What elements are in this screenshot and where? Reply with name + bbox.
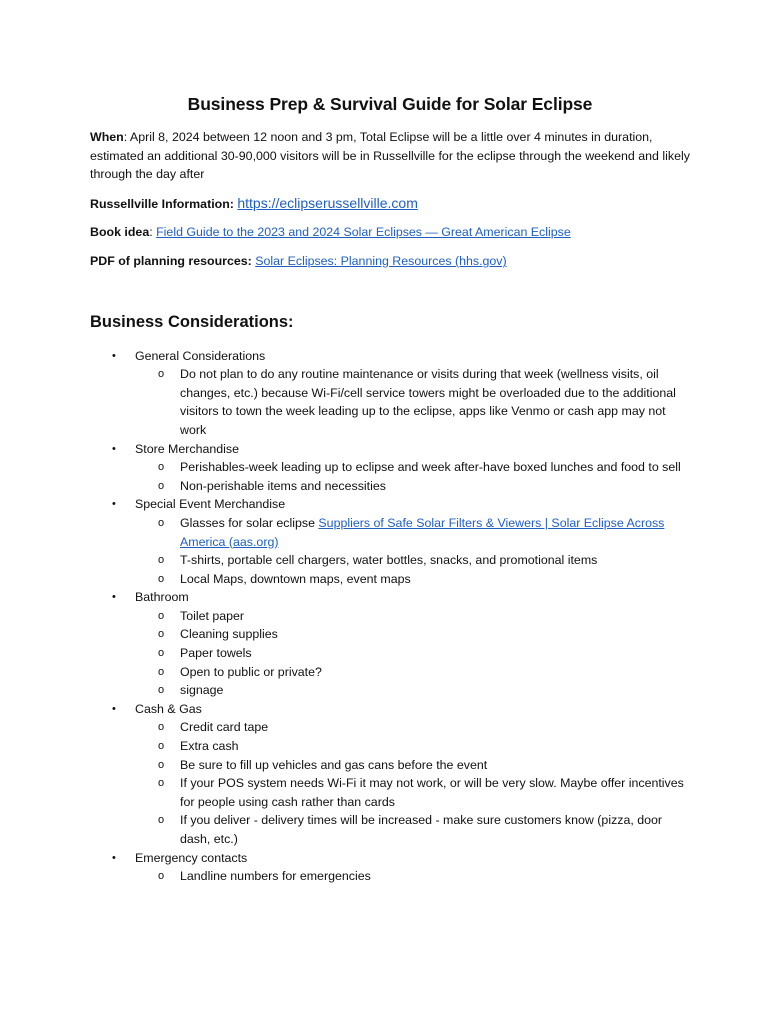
sub-bullet-icon: o	[158, 628, 165, 641]
sub-bullet-icon: o	[158, 368, 165, 381]
russellville-info-label: Russellville Information:	[90, 196, 234, 211]
sub-bullet-icon: o	[158, 684, 165, 697]
field-guide-link[interactable]: Field Guide to the 2023 and 2024 Solar Eclipses — Great American Eclipse	[156, 225, 571, 240]
pdf-resources-paragraph	[90, 252, 690, 271]
book-idea-separator: :	[149, 225, 157, 240]
list-item-bathroom	[90, 588, 690, 700]
sub-bullet-icon: o	[158, 870, 165, 883]
sub-bullet-icon: o	[158, 647, 165, 660]
sub-list-item	[135, 681, 690, 700]
sub-bullet-icon: o	[158, 516, 165, 529]
solar-filters-suppliers-link[interactable]: Suppliers of Safe Solar Filters & Viewers | Solar Eclipse Across America (aas.org)	[180, 515, 665, 549]
list-item-label: Emergency contacts	[135, 850, 248, 865]
sub-item-text: signage	[180, 683, 224, 698]
bullet-icon: •	[112, 349, 116, 362]
sub-bullet-icon: o	[158, 479, 165, 492]
list-item-store-merchandise	[90, 440, 690, 496]
business-considerations-heading: Business Considerations:	[90, 312, 294, 331]
bullet-icon: •	[112, 851, 116, 864]
list-item-cash-gas	[90, 700, 690, 849]
list-item-label: General Considerations	[135, 348, 266, 363]
sub-item-text: Local Maps, downtown maps, event maps	[180, 571, 411, 586]
sub-item-text: Glasses for solar eclipse	[180, 515, 319, 530]
bullet-icon: •	[112, 702, 116, 715]
considerations-list	[90, 347, 690, 886]
list-item-emergency-contacts	[90, 849, 690, 886]
sub-list-item	[135, 625, 690, 644]
when-label: When	[90, 130, 124, 144]
bullet-icon: •	[112, 442, 116, 455]
sub-item-text: If your POS system needs Wi-Fi it may not work, or will be very slow. Maybe offer incentives for people using cash rather than cards	[180, 776, 684, 809]
pdf-resources-label: PDF of planning resources:	[90, 253, 252, 268]
sub-item-text: Open to public or private?	[180, 664, 322, 679]
sub-list	[135, 607, 690, 700]
document-page	[90, 92, 690, 886]
sub-item-text: Landline numbers for emergencies	[180, 869, 371, 884]
sub-list-item	[135, 477, 690, 496]
sub-bullet-icon: o	[158, 777, 165, 790]
sub-item-text: Cleaning supplies	[180, 627, 278, 642]
list-item-special-event-merchandise	[90, 495, 690, 588]
sub-list	[135, 458, 690, 495]
sub-list-item	[135, 365, 690, 439]
russellville-info-paragraph	[90, 194, 690, 214]
sub-list-item	[135, 514, 690, 551]
sub-list-item	[135, 774, 690, 811]
sub-bullet-icon: o	[158, 814, 165, 827]
sub-list	[135, 365, 690, 439]
when-text: : April 8, 2024 between 12 noon and 3 pm, Total Eclipse will be a little over 4 minutes in duration, estimated an additional 30-90,000 visitors will be in Russellville for the eclipse through the weekend and likely through the day after	[90, 130, 690, 182]
sub-list-item	[135, 551, 690, 570]
list-item-label: Cash & Gas	[135, 701, 202, 716]
sub-item-text: Toilet paper	[180, 608, 245, 623]
sub-list-item	[135, 718, 690, 737]
sub-bullet-icon: o	[158, 740, 165, 753]
sub-bullet-icon: o	[158, 665, 165, 678]
sub-list	[135, 718, 690, 848]
sub-item-text: Perishables-week leading up to eclipse and week after-have boxed lunches and food to sell	[180, 460, 681, 475]
sub-item-text: Extra cash	[180, 739, 239, 754]
bullet-icon: •	[112, 498, 116, 511]
sub-bullet-icon: o	[158, 758, 165, 771]
sub-item-text: T-shirts, portable cell chargers, water bottles, snacks, and promotional items	[180, 553, 598, 568]
list-item-label: Bathroom	[135, 590, 189, 605]
sub-list-item	[135, 607, 690, 626]
sub-bullet-icon: o	[158, 554, 165, 567]
sub-list-item	[135, 458, 690, 477]
sub-list-item	[135, 867, 690, 886]
book-idea-label: Book idea	[90, 225, 150, 240]
sub-item-text: If you deliver - delivery times will be increased - make sure customers know (pizza, door dash, etc.)	[180, 813, 663, 846]
when-paragraph	[90, 128, 690, 184]
sub-bullet-icon: o	[158, 609, 165, 622]
planning-resources-link[interactable]: Solar Eclipses: Planning Resources (hhs.gov)	[255, 253, 507, 268]
book-idea-paragraph	[90, 223, 690, 242]
sub-item-text: Do not plan to do any routine maintenance or visits during that week (wellness visits, oil changes, etc.) because Wi-Fi/cell service towers might be overloaded due to the additional visitors to town the week leading up to the eclipse, apps like Venmo or cash app may not work	[180, 367, 676, 437]
list-item-general	[90, 347, 690, 440]
sub-bullet-icon: o	[158, 461, 165, 474]
list-item-label: Special Event Merchandise	[135, 497, 286, 512]
sub-list	[135, 867, 690, 886]
sub-item-text: Non-perishable items and necessities	[180, 478, 386, 493]
eclipse-russellville-link[interactable]: https://eclipserussellville.com	[237, 194, 418, 211]
sub-list-item	[135, 811, 690, 848]
sub-list-item	[135, 644, 690, 663]
sub-bullet-icon: o	[158, 721, 165, 734]
sub-item-text: Credit card tape	[180, 720, 269, 735]
sub-list-item	[135, 663, 690, 682]
sub-item-text: Be sure to fill up vehicles and gas cans before the event	[180, 757, 488, 772]
sub-list-item	[135, 756, 690, 775]
sub-list-item	[135, 737, 690, 756]
list-item-label: Store Merchandise	[135, 441, 239, 456]
sub-list-item	[135, 570, 690, 589]
bullet-icon: •	[112, 591, 116, 604]
sub-bullet-icon: o	[158, 572, 165, 585]
sub-item-text: Paper towels	[180, 646, 252, 661]
sub-list	[135, 514, 690, 588]
page-title: Business Prep & Survival Guide for Solar Eclipse	[187, 94, 593, 114]
